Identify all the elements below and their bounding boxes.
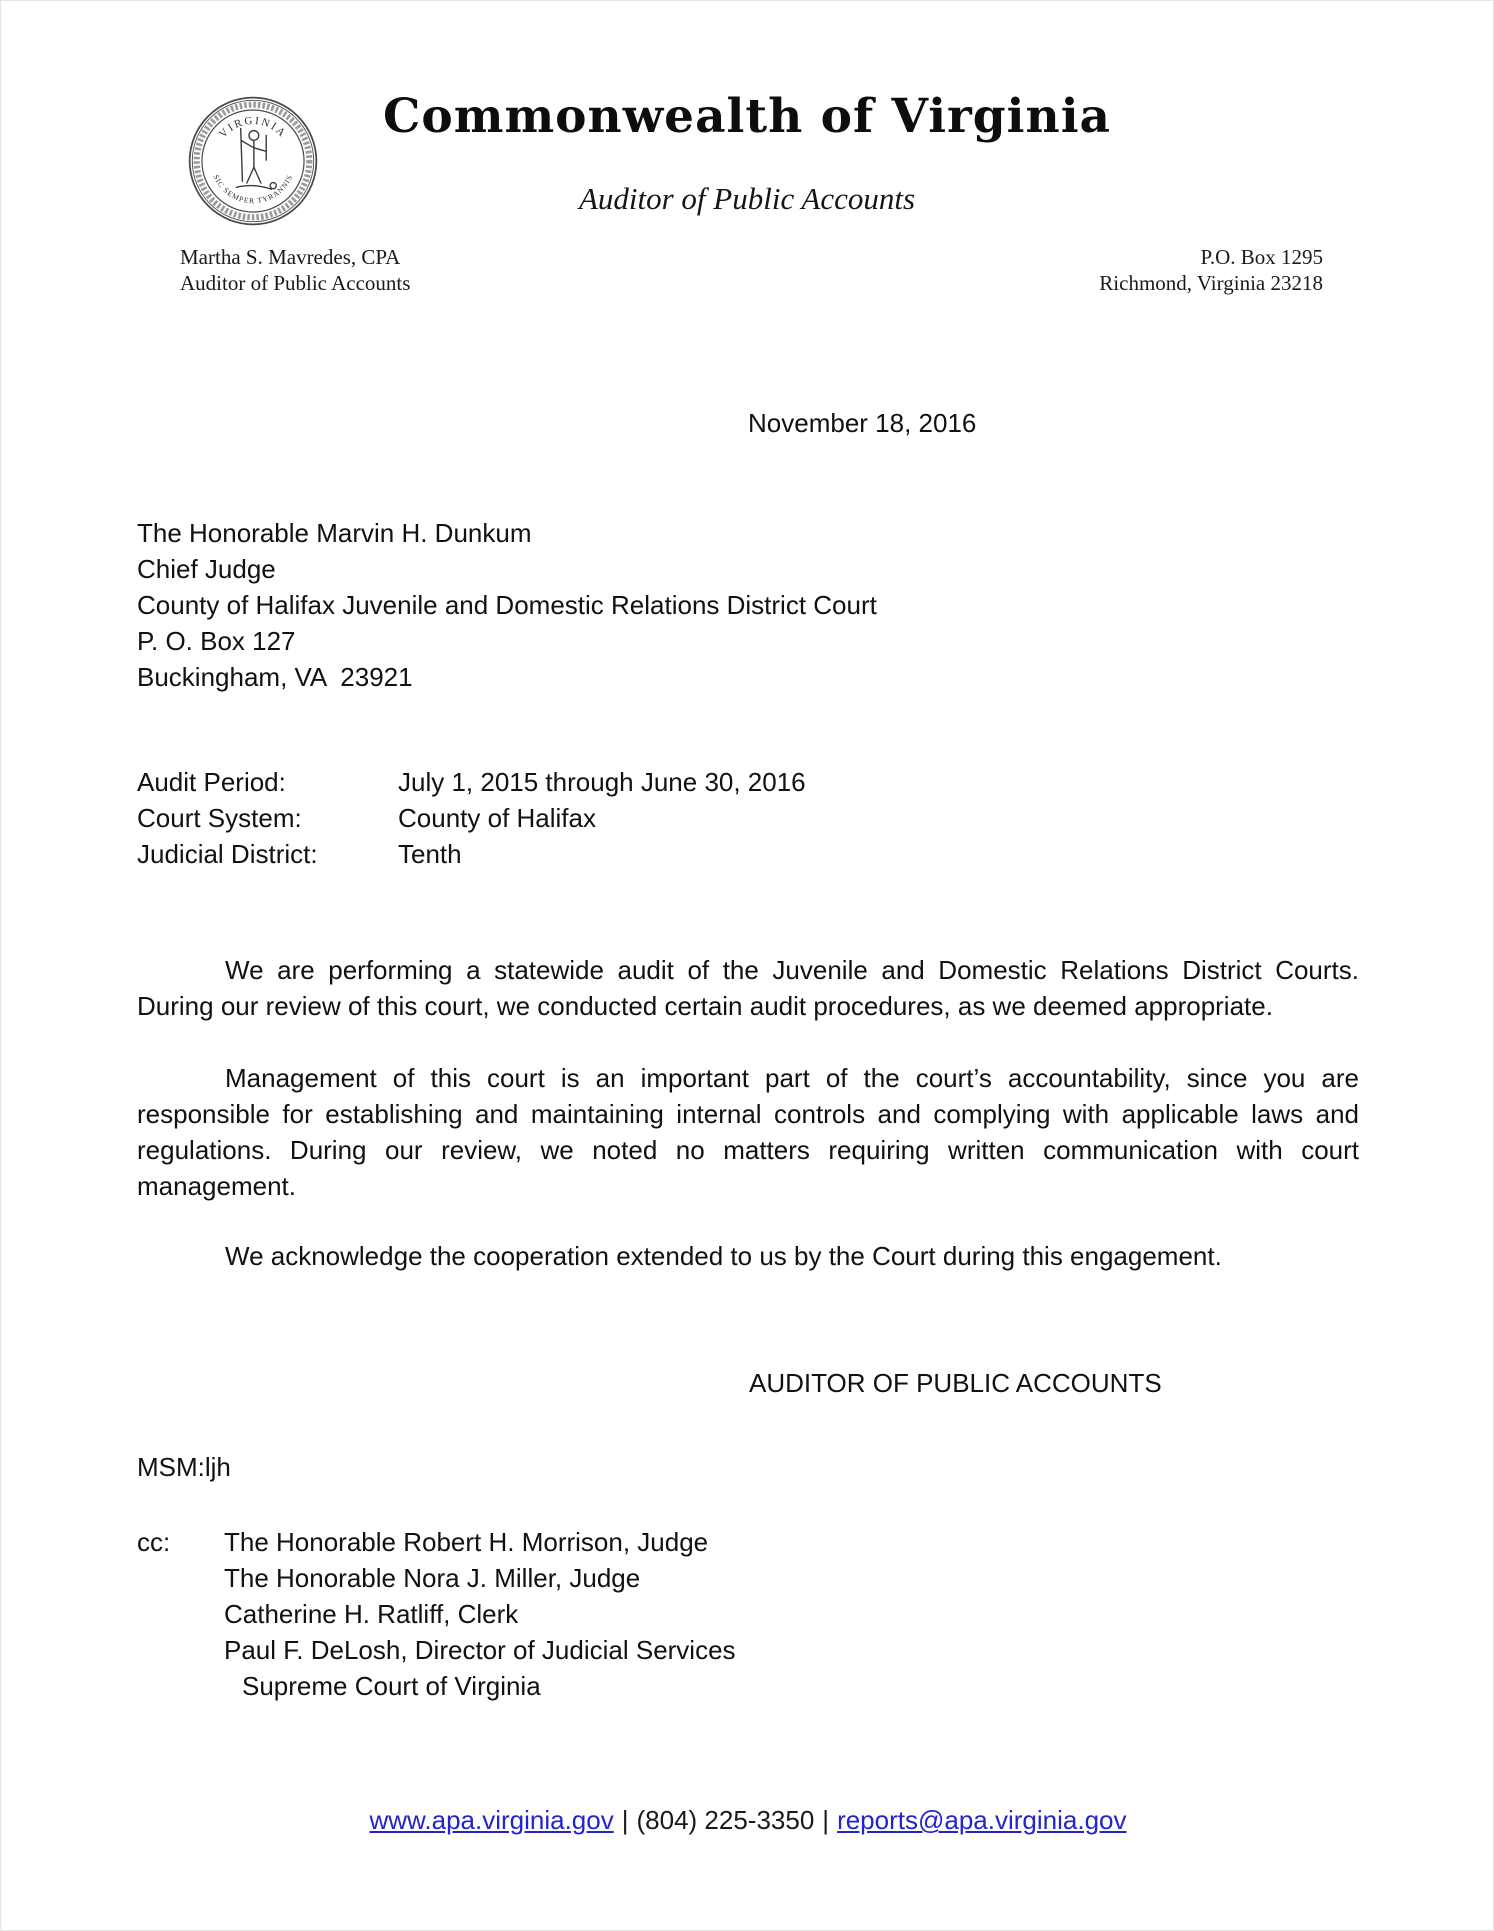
audit-info-label: Court System: — [137, 803, 302, 833]
org-title: Commonwealth of Virginia — [382, 89, 1112, 144]
audit-info-table — [137, 764, 1359, 872]
cc-label: cc: — [137, 1527, 171, 1557]
contact-footer — [137, 1802, 1359, 1838]
email-link[interactable]: reports@apa.virginia.gov — [837, 1805, 1127, 1835]
audit-info-row — [137, 764, 1359, 800]
cc-name: The Honorable Robert H. Morrison, Judge — [224, 1527, 709, 1557]
recipient-line: Buckingham, VA 23921 — [137, 662, 413, 692]
address-line-1: P.O. Box 1295 — [1200, 245, 1323, 269]
cc-name: Paul F. DeLosh, Director of Judicial Services — [224, 1635, 736, 1665]
reference-initials: MSM:ljh — [137, 1452, 231, 1482]
audit-info-value: County of Halifax — [398, 803, 596, 833]
website-link[interactable]: www.apa.virginia.gov — [369, 1805, 614, 1835]
footer-separator: | — [621, 1805, 629, 1835]
official-title: Auditor of Public Accounts — [180, 271, 411, 295]
recipient-line: Chief Judge — [137, 554, 276, 584]
official-name: Martha S. Mavredes, CPA — [180, 245, 401, 269]
body-paragraphs — [137, 952, 1359, 1274]
seal-top-text: VIRGINIA — [217, 114, 289, 141]
office-address-block — [1099, 244, 1323, 296]
recipient-line: County of Halifax Juvenile and Domestic Relations District Court — [137, 590, 877, 620]
audit-info-label: Judicial District: — [137, 839, 318, 869]
audit-info-row — [137, 800, 1359, 836]
cc-name: Catherine H. Ratliff, Clerk — [224, 1599, 519, 1629]
cc-block — [137, 1524, 1359, 1704]
audit-info-value: July 1, 2015 through June 30, 2016 — [398, 767, 806, 797]
address-line-2: Richmond, Virginia 23218 — [1099, 271, 1323, 295]
audit-info-value: Tenth — [398, 839, 462, 869]
recipient-line: P. O. Box 127 — [137, 626, 296, 656]
org-subtitle: Auditor of Public Accounts — [578, 181, 916, 216]
letterhead — [1, 1, 1493, 301]
phone-number: (804) 225-3350 — [636, 1805, 815, 1835]
recipient-address-block — [137, 515, 1359, 695]
audit-info-label: Audit Period: — [137, 767, 286, 797]
official-block — [180, 244, 410, 296]
footer-separator: | — [822, 1805, 830, 1835]
paragraph-acknowledgement: We acknowledge the cooperation extended to us by the Court during this engagement. — [225, 1241, 1222, 1271]
letter-date: November 18, 2016 — [748, 408, 977, 438]
signature-line: AUDITOR OF PUBLIC ACCOUNTS — [749, 1368, 1162, 1398]
cc-name: The Honorable Nora J. Miller, Judge — [224, 1563, 641, 1593]
paragraph-management: Management of this court is an important part of the court’s accountability, since you are responsible for establishing and maintaining internal controls and complying with applicable laws and regulations. During our review, we noted no matters requiring written communication with court management. — [137, 1063, 1359, 1201]
seal-bottom-text: SIC SEMPER TYRANNIS — [211, 172, 295, 206]
paragraph-audit-scope: We are performing a statewide audit of the Juvenile and Domestic Relations District Courts. During our review of this court, we conducted certain audit procedures, as we deemed appropriate. — [137, 955, 1359, 1021]
recipient-line: The Honorable Marvin H. Dunkum — [137, 518, 532, 548]
audit-info-row — [137, 836, 1359, 872]
letter-body — [137, 405, 1359, 1838]
cc-name-list — [224, 1524, 736, 1704]
cc-name: Supreme Court of Virginia — [242, 1671, 541, 1701]
